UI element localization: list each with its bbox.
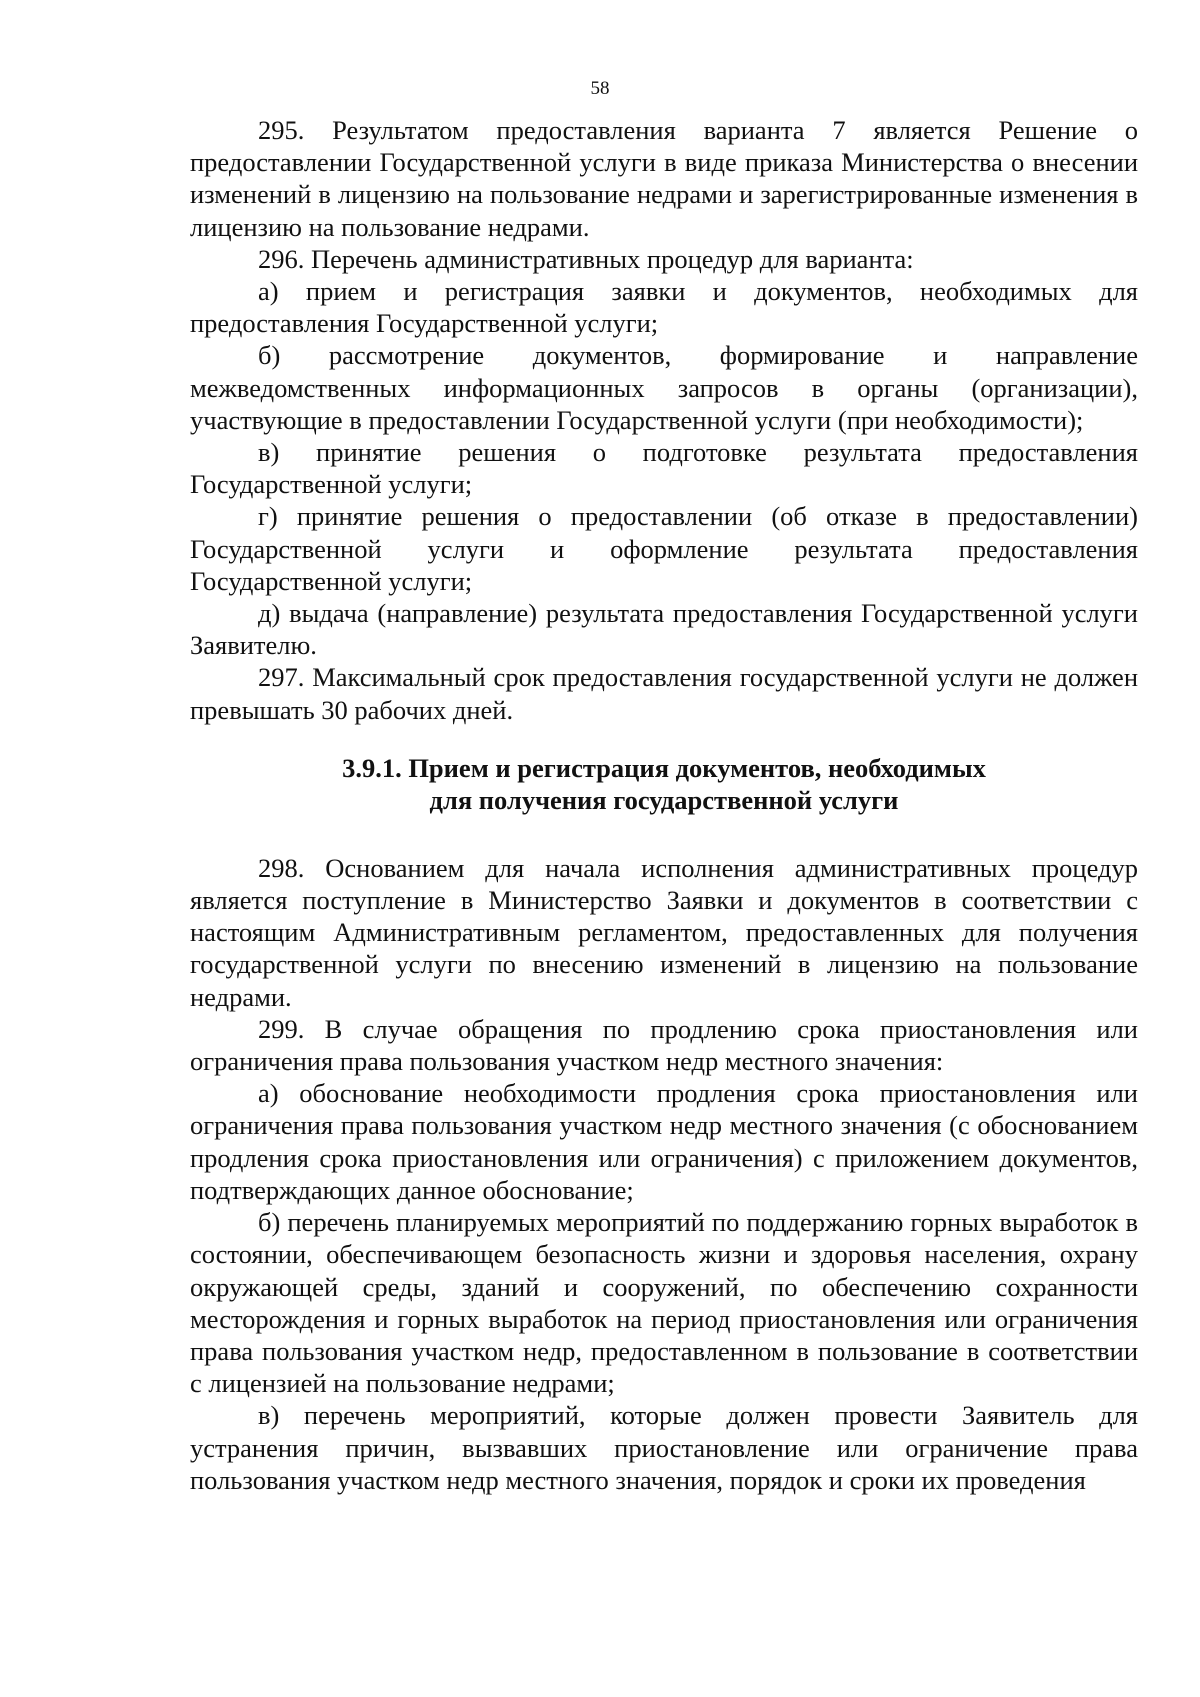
paragraph-297: 297. Максимальный срок предоставления государственной услуги не должен превышать 30 рабочих дней. [190,662,1138,725]
section-heading [190,752,1138,816]
paragraph-299: 299. В случае обращения по продлению срока приостановления или ограничения права пользования участком недр местного значения: [190,1013,1138,1077]
page-number: 58 [590,78,610,99]
list-item-v-299: в) перечень мероприятий, которые должен провести Заявитель для устранения причин, вызвавших приостановление или ограничение права пользования участком недр местного значения, порядок и сроки их проведения [190,1400,1138,1495]
document-body [190,114,1138,1496]
list-item-a: а) прием и регистрация заявки и документов, необходимых для предоставления Государственной услуги; [190,276,1138,339]
paragraph-296: 296. Перечень административных процедур для варианта: [258,243,914,274]
list-item-b-299: б) перечень планируемых мероприятий по поддержанию горных выработок в состоянии, обеспечивающем безопасность жизни и здоровья населения, охрану окружающей среды, зданий и сооружений, по обеспечению сохранности месторождения и горных выработок на период приостановления или ограничения права пользования участком недр, предоставленном в пользование в соответствии с лицензией на пользование недрами; [190,1207,1138,1399]
list-item-d: д) выдача (направление) результата предоставления Государственной услуги Заявителю. [190,598,1138,661]
section-heading-line-1: 3.9.1. Прием и регистрация документов, необходимых [342,752,986,783]
section-heading-line-2: для получения государственной услуги [429,784,899,815]
list-item-g: г) принятие решения о предоставлении (об отказе в предоставлении) Государственной услуги и оформление результата предоставления Государственной услуги; [190,501,1138,596]
list-item-v: в) принятие решения о подготовке результата предоставления Государственной услуги; [190,437,1138,500]
paragraph-298: 298. Основанием для начала исполнения административных процедур является поступление в Министерство Заявки и документов в соответствии с настоящим Административным регламентом, предоставленных для получения государственной услуги по внесению изменений в лицензию на пользование недрами. [190,852,1138,1012]
list-item-b: б) рассмотрение документов, формирование и направление межведомственных информационных запросов в органы (организации), участвующие в предоставлении Государственной услуги (при необходимости); [190,340,1138,435]
paragraph-295: 295. Результатом предоставления варианта 7 является Решение о предоставлении Государственной услуги в виде приказа Министерства о внесении изменений в лицензию на пользование недрами и зарегистрированные изменения в лицензию на пользование недрами. [190,115,1138,242]
list-item-a-299: а) обоснование необходимости продления срока приостановления или ограничения права пользования участком недр местного значения (с обоснованием продления срока приостановления или ограничения) с приложением документов, подтверждающих данное обоснование; [190,1078,1138,1205]
